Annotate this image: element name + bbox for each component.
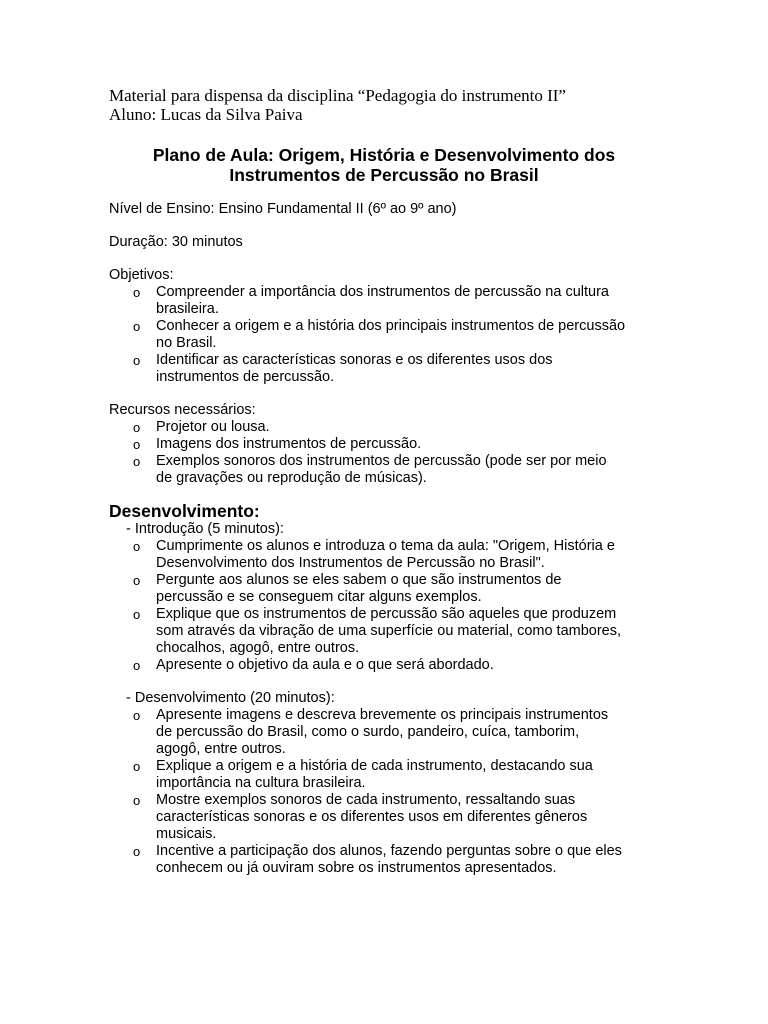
list-item-line: agogô, entre outros. [156, 741, 286, 757]
bullet-icon: o [133, 319, 141, 334]
document-header [109, 86, 709, 124]
list-item [109, 352, 689, 386]
objectives-list [109, 284, 689, 386]
development-sub-list [109, 707, 689, 877]
bullet-icon: o [133, 708, 141, 723]
list-item-line: Cumprimente os alunos e introduza o tema da aula: "Origem, História e [156, 538, 615, 554]
bullet-icon: o [133, 759, 141, 774]
list-item-line: instrumentos de percussão. [156, 369, 335, 385]
list-item [109, 657, 689, 674]
duration: Duração: 30 minutos [109, 234, 243, 250]
list-item-line: Desenvolvimento dos Instrumentos de Percussão no Brasil". [156, 555, 545, 571]
header-student-line: Aluno: Lucas da Silva Paiva [109, 105, 303, 124]
resources-label: Recursos necessários: [109, 402, 256, 418]
list-item-line: conhecem ou já ouviram sobre os instrumentos apresentados. [156, 860, 557, 876]
title-line-2: Instrumentos de Percussão no Brasil [229, 165, 539, 185]
list-item [109, 572, 689, 606]
bullet-icon: o [133, 844, 141, 859]
resources-list [109, 419, 689, 487]
bullet-icon: o [133, 607, 141, 622]
header-course-line: Material para dispensa da disciplina “Pedagogia do instrumento II” [109, 86, 566, 105]
list-item-line: Apresente o objetivo da aula e o que será abordado. [156, 657, 494, 673]
bullet-icon: o [133, 420, 141, 435]
list-item-line: Pergunte aos alunos se eles sabem o que são instrumentos de [156, 572, 562, 588]
list-item-line: Explique a origem e a história de cada instrumento, destacando sua [156, 758, 593, 774]
list-item-line: de gravações ou reprodução de músicas). [156, 470, 427, 486]
list-item [109, 606, 689, 657]
list-item [109, 453, 689, 487]
lesson-plan-title [84, 145, 684, 185]
list-item [109, 318, 689, 352]
list-item-line: percussão e se conseguem citar alguns exemplos. [156, 589, 482, 605]
introduction-list [109, 538, 689, 674]
list-item-line: Projetor ou lousa. [156, 419, 270, 435]
development-heading: Desenvolvimento: [109, 501, 260, 521]
list-item-line: Incentive a participação dos alunos, fazendo perguntas sobre o que eles [156, 843, 622, 859]
development-sub-label: - Desenvolvimento (20 minutos): [126, 690, 335, 706]
list-item-line: Exemplos sonoros dos instrumentos de percussão (pode ser por meio [156, 453, 607, 469]
title-line-1: Plano de Aula: Origem, História e Desenvolvimento dos [152, 145, 616, 165]
bullet-icon: o [133, 454, 141, 469]
bullet-icon: o [133, 658, 141, 673]
list-item-line: importância na cultura brasileira. [156, 775, 366, 791]
list-item-line: chocalhos, agogô, entre outros. [156, 640, 360, 656]
list-item [109, 538, 689, 572]
list-item [109, 792, 689, 843]
list-item [109, 284, 689, 318]
list-item [109, 707, 689, 758]
list-item [109, 843, 689, 877]
list-item [109, 758, 689, 792]
bullet-icon: o [133, 285, 141, 300]
education-level: Nível de Ensino: Ensino Fundamental II (6º ao 9º ano) [109, 201, 457, 217]
list-item-line: Compreender a importância dos instrumentos de percussão na cultura [156, 284, 609, 300]
list-item-line: som através da vibração de uma superfície ou material, como tambores, [156, 623, 622, 639]
list-item-line: Mostre exemplos sonoros de cada instrumento, ressaltando suas [156, 792, 576, 808]
list-item-line: Apresente imagens e descreva brevemente os principais instrumentos [156, 707, 609, 723]
bullet-icon: o [133, 437, 141, 452]
bullet-icon: o [133, 573, 141, 588]
list-item-line: brasileira. [156, 301, 219, 317]
list-item-line: Explique que os instrumentos de percussão são aqueles que produzem [156, 606, 617, 622]
objectives-label: Objetivos: [109, 267, 174, 283]
list-item [109, 419, 689, 436]
introduction-label: - Introdução (5 minutos): [126, 521, 284, 537]
list-item [109, 436, 689, 453]
list-item-line: características sonoras e os diferentes usos em diferentes gêneros [156, 809, 588, 825]
list-item-line: no Brasil. [156, 335, 217, 351]
list-item-line: Identificar as características sonoras e os diferentes usos dos [156, 352, 553, 368]
document-body [109, 201, 689, 877]
list-item-line: Conhecer a origem e a história dos principais instrumentos de percussão [156, 318, 626, 334]
bullet-icon: o [133, 793, 141, 808]
bullet-icon: o [133, 539, 141, 554]
bullet-icon: o [133, 353, 141, 368]
list-item-line: Imagens dos instrumentos de percussão. [156, 436, 422, 452]
list-item-line: musicais. [156, 826, 217, 842]
list-item-line: de percussão do Brasil, como o surdo, pandeiro, cuíca, tamborim, [156, 724, 580, 740]
